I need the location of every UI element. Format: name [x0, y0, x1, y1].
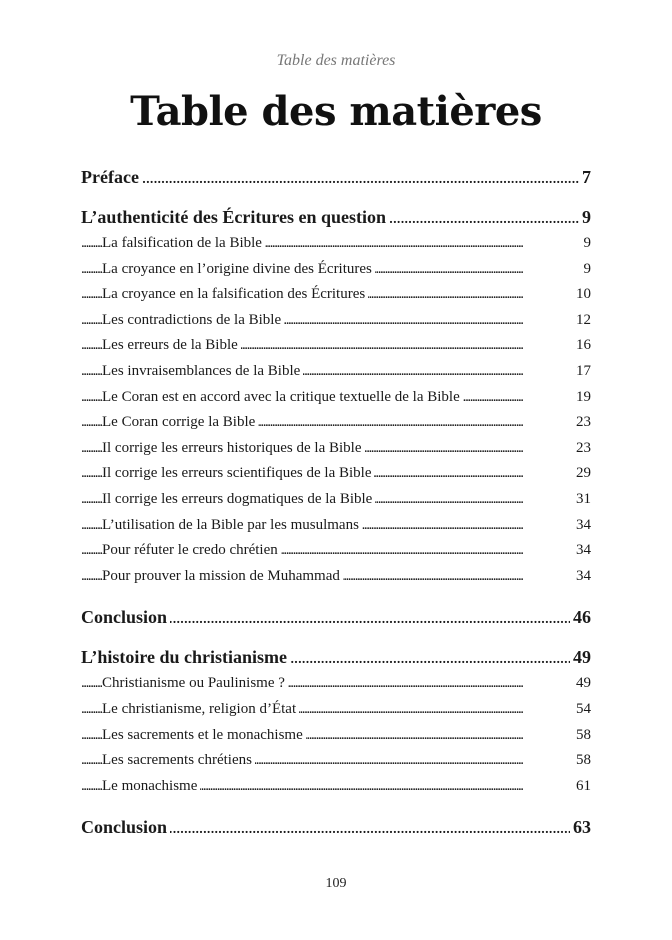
toc-entry[interactable]	[81, 643, 591, 671]
toc-entry-page: 23	[573, 436, 591, 462]
toc-entry-page: 7	[579, 163, 591, 191]
toc-subentry[interactable]	[81, 538, 591, 564]
toc-subentry[interactable]	[81, 333, 591, 359]
toc-entry-title: Pour réfuter le credo chrétien	[102, 542, 281, 558]
table-of-contents	[81, 163, 591, 841]
toc-entry-page: 31	[573, 487, 591, 513]
toc-entry-page: 49	[570, 643, 591, 671]
toc-subentry[interactable]	[81, 231, 591, 257]
toc-subentry[interactable]	[81, 697, 591, 723]
toc-subentry[interactable]	[81, 282, 591, 308]
toc-entry-title: La falsification de la Bible	[102, 235, 265, 251]
toc-subentry[interactable]	[81, 257, 591, 283]
toc-entry-page: 61	[573, 774, 591, 800]
toc-entry-page: 19	[573, 385, 591, 411]
toc-entry-page: 58	[573, 748, 591, 774]
toc-subentry[interactable]	[81, 487, 591, 513]
toc-entry-title: Conclusion	[81, 607, 170, 627]
toc-entry-title: Le christianisme, religion d’État	[102, 701, 299, 717]
toc-subentry[interactable]	[81, 385, 591, 411]
toc-entry-page: 63	[570, 813, 591, 841]
toc-entry[interactable]	[81, 603, 591, 631]
toc-entry[interactable]	[81, 813, 591, 841]
page-number: 109	[325, 876, 347, 891]
toc-subentry[interactable]	[81, 671, 591, 697]
toc-entry-page: 17	[573, 359, 591, 385]
toc-entry-title: Il corrige les erreurs historiques de la Bible	[102, 440, 365, 456]
toc-entry-title: L’utilisation de la Bible par les musulmans	[102, 517, 362, 533]
toc-subentry[interactable]	[81, 723, 591, 749]
toc-entry-title: Les contradictions de la Bible	[102, 312, 284, 328]
toc-entry-title: Les erreurs de la Bible	[102, 337, 241, 353]
toc-entry-page: 58	[573, 723, 591, 749]
toc-subentry[interactable]	[81, 436, 591, 462]
toc-entry-title: La croyance en l’origine divine des Écritures	[102, 261, 375, 277]
toc-entry-title: Le monachisme	[102, 778, 200, 794]
toc-entry-page: 46	[570, 603, 591, 631]
toc-entry-title: Les invraisemblances de la Bible	[102, 363, 303, 379]
toc-entry-page: 12	[573, 308, 591, 334]
toc-entry-page: 34	[573, 538, 591, 564]
toc-entry[interactable]	[81, 163, 591, 191]
toc-entry-page: 49	[573, 671, 591, 697]
toc-entry-title: Le Coran corrige la Bible	[102, 414, 258, 430]
toc-entry[interactable]	[81, 203, 591, 231]
toc-entry-title: L’authenticité des Écritures en question	[81, 207, 389, 227]
running-head: Table des matières	[276, 52, 396, 69]
toc-subentry[interactable]	[81, 461, 591, 487]
toc-entry-title: Le Coran est en accord avec la critique textuelle de la Bible	[102, 389, 463, 405]
toc-entry-title: Il corrige les erreurs scientifiques de la Bible	[102, 465, 374, 481]
toc-subentry[interactable]	[81, 308, 591, 334]
toc-subentry[interactable]	[81, 410, 591, 436]
toc-entry-title: La croyance en la falsification des Écritures	[102, 286, 368, 302]
toc-entry-title: Christianisme ou Paulinisme ?	[102, 675, 288, 691]
toc-entry-page: 54	[573, 697, 591, 723]
page-title: Table des matières	[130, 88, 542, 135]
toc-entry-page: 29	[573, 461, 591, 487]
toc-entry-page: 9	[581, 231, 592, 257]
toc-subentry[interactable]	[81, 774, 591, 800]
toc-entry-page: 9	[581, 257, 592, 283]
toc-entry-page: 16	[573, 333, 591, 359]
toc-entry-title: Il corrige les erreurs dogmatiques de la Bible	[102, 491, 375, 507]
toc-subentry[interactable]	[81, 564, 591, 590]
toc-entry-page: 9	[579, 203, 591, 231]
toc-entry-page: 34	[573, 513, 591, 539]
toc-subentry[interactable]	[81, 359, 591, 385]
toc-entry-title: Préface	[81, 167, 142, 187]
toc-entry-title: Conclusion	[81, 817, 170, 837]
toc-entry-page: 10	[573, 282, 591, 308]
toc-entry-title: Les sacrements chrétiens	[102, 752, 255, 768]
toc-entry-title: Les sacrements et le monachisme	[102, 727, 306, 743]
toc-subentry[interactable]	[81, 748, 591, 774]
toc-entry-page: 23	[573, 410, 591, 436]
toc-entry-title: Pour prouver la mission de Muhammad	[102, 568, 343, 584]
toc-entry-title: L’histoire du christianisme	[81, 647, 290, 667]
toc-subentry[interactable]	[81, 513, 591, 539]
toc-entry-page: 34	[573, 564, 591, 590]
